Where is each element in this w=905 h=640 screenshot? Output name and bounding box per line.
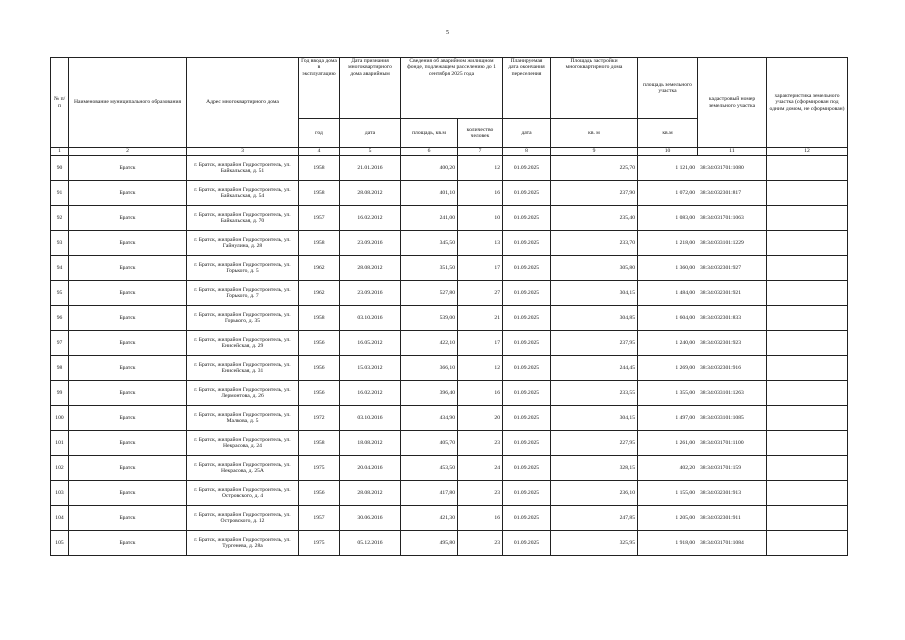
cell-building-area: 237,95 (551, 331, 638, 356)
cell-cadastral: 38:34:032301:923 (698, 331, 767, 356)
cell-no: 101 (51, 431, 69, 456)
cell-land-area: 1 261,00 (638, 431, 698, 456)
table-row (51, 406, 848, 431)
cell-date-emergency: 28.08.2012 (340, 181, 401, 206)
cell-no: 90 (51, 156, 69, 181)
cell-date-emergency: 20.04.2016 (340, 456, 401, 481)
cell-building-area: 325,95 (551, 531, 638, 556)
subheader-area: площадь, кв.м (401, 119, 458, 148)
cell-no: 91 (51, 181, 69, 206)
cell-cadastral: 38:34:032301:911 (698, 506, 767, 531)
cell-land-area: 1 484,00 (638, 281, 698, 306)
cell-planned-date: 01.09.2025 (503, 206, 551, 231)
cell-no: 103 (51, 481, 69, 506)
cell-land-area: 1 355,00 (638, 381, 698, 406)
cell-building-area: 237,90 (551, 181, 638, 206)
subheader-planned-date: дата (503, 119, 551, 148)
cell-area: 453,50 (401, 456, 458, 481)
cell-address: г. Братск, жилрайон Гидростроитель, ул. Малкова, д. 5 (187, 406, 299, 431)
cell-municipality: Братск (69, 331, 187, 356)
cell-year: 1958 (299, 306, 340, 331)
column-number: 4 (299, 148, 340, 156)
cell-people: 12 (458, 156, 503, 181)
cell-building-area: 233,70 (551, 231, 638, 256)
cell-municipality: Братск (69, 431, 187, 456)
cell-year: 1975 (299, 456, 340, 481)
cell-area: 434,90 (401, 406, 458, 431)
cell-people: 23 (458, 431, 503, 456)
cell-people: 24 (458, 456, 503, 481)
cell-date-emergency: 16.02.2012 (340, 206, 401, 231)
cell-no: 105 (51, 531, 69, 556)
cell-people: 27 (458, 281, 503, 306)
cell-cadastral: 38:34:031701:1063 (698, 206, 767, 231)
cell-date-emergency: 23.09.2016 (340, 281, 401, 306)
column-number: 1 (51, 148, 69, 156)
cell-planned-date: 01.09.2025 (503, 256, 551, 281)
cell-building-area: 233,55 (551, 381, 638, 406)
cell-address: г. Братск, жилрайон Гидростроитель, ул. Енисейская, д. 31 (187, 356, 299, 381)
cell-people: 21 (458, 306, 503, 331)
cell-people: 12 (458, 356, 503, 381)
cell-land-area: 1 604,00 (638, 306, 698, 331)
page-number: 5 (446, 30, 449, 36)
header-address: Адрес многоквартирного дома (187, 58, 299, 148)
subheader-date: дата (340, 119, 401, 148)
cell-no: 96 (51, 306, 69, 331)
cell-year: 1958 (299, 431, 340, 456)
cell-land-area: 1 205,00 (638, 506, 698, 531)
cell-people: 23 (458, 481, 503, 506)
cell-no: 98 (51, 356, 69, 381)
cell-people: 16 (458, 506, 503, 531)
cell-cadastral: 38:34:033101:1085 (698, 406, 767, 431)
cell-year: 1957 (299, 206, 340, 231)
cell-municipality: Братск (69, 281, 187, 306)
cell-land-area: 1 155,00 (638, 481, 698, 506)
cell-planned-date: 01.09.2025 (503, 181, 551, 206)
cell-land-area: 1 218,00 (638, 231, 698, 256)
cell-municipality: Братск (69, 206, 187, 231)
cell-land-area: 1 083,00 (638, 206, 698, 231)
cell-building-area: 244,45 (551, 356, 638, 381)
column-number: 6 (401, 148, 458, 156)
cell-planned-date: 01.09.2025 (503, 331, 551, 356)
cell-land-area: 1 269,00 (638, 356, 698, 381)
cell-building-area: 305,80 (551, 256, 638, 281)
header-planned-date: Планируемая дата окончания переселения (503, 58, 551, 119)
cell-area: 351,50 (401, 256, 458, 281)
cell-planned-date: 01.09.2025 (503, 231, 551, 256)
cell-land-characteristic (767, 306, 848, 331)
cell-no: 94 (51, 256, 69, 281)
cell-area: 345,50 (401, 231, 458, 256)
cell-no: 95 (51, 281, 69, 306)
header-year-commissioned: Год ввода дома в эксплуатацию (299, 58, 340, 119)
table-row (51, 206, 848, 231)
column-number: 5 (340, 148, 401, 156)
cell-municipality: Братск (69, 531, 187, 556)
cell-people: 17 (458, 256, 503, 281)
cell-land-characteristic (767, 256, 848, 281)
header-date-emergency: Дата признания многоквартирного дома аварийным (340, 58, 401, 119)
subheader-land-unit: кв.м (638, 119, 698, 148)
cell-area: 422,10 (401, 331, 458, 356)
cell-cadastral: 38:34:033101:1229 (698, 231, 767, 256)
cell-address: г. Братск, жилрайон Гидростроитель, ул. Байкальская, д. 70 (187, 206, 299, 231)
cell-date-emergency: 03.10.2016 (340, 406, 401, 431)
cell-no: 99 (51, 381, 69, 406)
cell-municipality: Братск (69, 256, 187, 281)
cell-planned-date: 01.09.2025 (503, 281, 551, 306)
cell-land-characteristic (767, 231, 848, 256)
cell-cadastral: 38:34:032301:833 (698, 306, 767, 331)
cell-cadastral: 38:34:031701:159 (698, 456, 767, 481)
cell-land-characteristic (767, 381, 848, 406)
header-row (51, 58, 848, 119)
cell-date-emergency: 05.12.2016 (340, 531, 401, 556)
cell-land-characteristic (767, 206, 848, 231)
cell-address: г. Братск, жилрайон Гидростроитель, ул. Байкальская, д. 51 (187, 156, 299, 181)
cell-municipality: Братск (69, 306, 187, 331)
column-number: 2 (69, 148, 187, 156)
cell-date-emergency: 28.08.2012 (340, 481, 401, 506)
cell-planned-date: 01.09.2025 (503, 406, 551, 431)
column-number: 11 (698, 148, 767, 156)
subheader-building-unit: кв. м (551, 119, 638, 148)
table-row (51, 431, 848, 456)
table-row (51, 356, 848, 381)
table-row (51, 156, 848, 181)
cell-building-area: 247,85 (551, 506, 638, 531)
table-row (51, 456, 848, 481)
table-row (51, 281, 848, 306)
column-number: 9 (551, 148, 638, 156)
table-row (51, 481, 848, 506)
cell-area: 495,80 (401, 531, 458, 556)
cell-people: 20 (458, 406, 503, 431)
cell-people: 17 (458, 331, 503, 356)
cell-date-emergency: 28.08.2012 (340, 256, 401, 281)
cell-area: 417,80 (401, 481, 458, 506)
header-municipality: Наименование муниципального образования (69, 58, 187, 148)
table-row (51, 256, 848, 281)
cell-land-characteristic (767, 181, 848, 206)
column-number: 8 (503, 148, 551, 156)
cell-land-area: 402,20 (638, 456, 698, 481)
cell-planned-date: 01.09.2025 (503, 156, 551, 181)
cell-cadastral: 38:34:032301:817 (698, 181, 767, 206)
header-land-characteristic: характеристика земельного участка (сформирован под одним домом, не сформирован) (767, 58, 848, 148)
cell-land-area: 1 360,00 (638, 256, 698, 281)
cell-year: 1962 (299, 281, 340, 306)
cell-year: 1956 (299, 381, 340, 406)
cell-year: 1972 (299, 406, 340, 431)
cell-cadastral: 38:34:032301:913 (698, 481, 767, 506)
cell-date-emergency: 03.10.2016 (340, 306, 401, 331)
cell-planned-date: 01.09.2025 (503, 306, 551, 331)
cell-area: 527,80 (401, 281, 458, 306)
cell-cadastral: 38:34:033101:1263 (698, 381, 767, 406)
cell-municipality: Братск (69, 181, 187, 206)
cell-address: г. Братск, жилрайон Гидростроитель, ул. Некрасова, д. 24 (187, 431, 299, 456)
column-number: 3 (187, 148, 299, 156)
cell-no: 97 (51, 331, 69, 356)
cell-building-area: 235,40 (551, 206, 638, 231)
cell-address: г. Братск, жилрайон Гидростроитель, ул. Горького, д. 35 (187, 306, 299, 331)
cell-date-emergency: 21.01.2016 (340, 156, 401, 181)
cell-planned-date: 01.09.2025 (503, 431, 551, 456)
header-building-area: Площадь застройки многоквартирного дома (551, 58, 638, 119)
cell-people: 23 (458, 531, 503, 556)
cell-date-emergency: 30.06.2016 (340, 506, 401, 531)
table-row (51, 381, 848, 406)
cell-land-area: 1 240,00 (638, 331, 698, 356)
cell-date-emergency: 16.02.2012 (340, 381, 401, 406)
cell-planned-date: 01.09.2025 (503, 481, 551, 506)
table-row (51, 181, 848, 206)
cell-address: г. Братск, жилрайон Гидростроитель, ул. Лермонтова, д. 26 (187, 381, 299, 406)
cell-year: 1957 (299, 506, 340, 531)
cell-land-characteristic (767, 356, 848, 381)
cell-area: 401,10 (401, 181, 458, 206)
header-cadastral: кадастровый номер земельного участка (698, 58, 767, 148)
cell-address: г. Братск, жилрайон Гидростроитель, ул. Горького, д. 7 (187, 281, 299, 306)
column-number: 10 (638, 148, 698, 156)
cell-no: 102 (51, 456, 69, 481)
header-fund-info: Сведения об аварийном жилищном фонде, подлежащем расселению до 1 сентября 2025 года (401, 58, 503, 119)
cell-year: 1962 (299, 256, 340, 281)
cell-address: г. Братск, жилрайон Гидростроитель, ул. Байкальская, д. 54 (187, 181, 299, 206)
table-row (51, 231, 848, 256)
cell-address: г. Братск, жилрайон Гидростроитель, ул. Горького, д. 5 (187, 256, 299, 281)
cell-year: 1956 (299, 356, 340, 381)
cell-year: 1958 (299, 181, 340, 206)
cell-municipality: Братск (69, 456, 187, 481)
cell-land-characteristic (767, 531, 848, 556)
cell-planned-date: 01.09.2025 (503, 506, 551, 531)
column-number: 7 (458, 148, 503, 156)
table-row (51, 506, 848, 531)
cell-no: 104 (51, 506, 69, 531)
cell-land-area: 1 497,00 (638, 406, 698, 431)
cell-area: 366,10 (401, 356, 458, 381)
cell-address: г. Братск, жилрайон Гидростроитель, ул. Гайнулина, д. 28 (187, 231, 299, 256)
cell-land-characteristic (767, 156, 848, 181)
cell-land-characteristic (767, 331, 848, 356)
subheader-people: количество человек (458, 119, 503, 148)
cell-land-area: 1 918,00 (638, 531, 698, 556)
cell-no: 93 (51, 231, 69, 256)
cell-area: 405,70 (401, 431, 458, 456)
cell-building-area: 328,15 (551, 456, 638, 481)
cell-land-characteristic (767, 281, 848, 306)
cell-land-characteristic (767, 481, 848, 506)
cell-cadastral: 38:34:031701:1084 (698, 531, 767, 556)
header-no: № п/п (51, 58, 69, 148)
cell-planned-date: 01.09.2025 (503, 531, 551, 556)
table-row (51, 306, 848, 331)
cell-area: 241,00 (401, 206, 458, 231)
cell-planned-date: 01.09.2025 (503, 356, 551, 381)
cell-land-characteristic (767, 406, 848, 431)
cell-cadastral: 38:34:032301:916 (698, 356, 767, 381)
cell-people: 10 (458, 206, 503, 231)
cell-date-emergency: 15.03.2012 (340, 356, 401, 381)
cell-date-emergency: 18.08.2012 (340, 431, 401, 456)
cell-land-characteristic (767, 456, 848, 481)
cell-address: г. Братск, жилрайон Гидростроитель, ул. Енисейская, д. 29 (187, 331, 299, 356)
cell-date-emergency: 16.05.2012 (340, 331, 401, 356)
cell-area: 396,40 (401, 381, 458, 406)
cell-municipality: Братск (69, 481, 187, 506)
cell-municipality: Братск (69, 156, 187, 181)
cell-cadastral: 38:34:032301:921 (698, 281, 767, 306)
cell-year: 1958 (299, 156, 340, 181)
cell-people: 16 (458, 181, 503, 206)
cell-land-area: 1 072,00 (638, 181, 698, 206)
cell-municipality: Братск (69, 406, 187, 431)
cell-building-area: 227,95 (551, 431, 638, 456)
cell-area: 539,00 (401, 306, 458, 331)
cell-planned-date: 01.09.2025 (503, 381, 551, 406)
cell-municipality: Братск (69, 506, 187, 531)
cell-people: 13 (458, 231, 503, 256)
table-row (51, 531, 848, 556)
cell-land-area: 1 121,00 (638, 156, 698, 181)
emergency-housing-table (50, 57, 848, 556)
column-number-row (51, 148, 848, 156)
cell-cadastral: 38:34:031701:1080 (698, 156, 767, 181)
subheader-year: год (299, 119, 340, 148)
cell-year: 1975 (299, 531, 340, 556)
cell-no: 100 (51, 406, 69, 431)
table-row (51, 331, 848, 356)
cell-building-area: 304,15 (551, 281, 638, 306)
cell-address: г. Братск, жилрайон Гидростроитель, ул. Островского, д. 4 (187, 481, 299, 506)
table-body (51, 156, 848, 556)
cell-area: 400,20 (401, 156, 458, 181)
cell-address: г. Братск, жилрайон Гидростроитель, ул. Тургенева, д. 28а (187, 531, 299, 556)
header-land-area: площадь земельного участка (638, 58, 698, 119)
cell-date-emergency: 23.09.2016 (340, 231, 401, 256)
cell-planned-date: 01.09.2025 (503, 456, 551, 481)
cell-people: 16 (458, 381, 503, 406)
cell-land-characteristic (767, 431, 848, 456)
cell-cadastral: 38:34:032301:927 (698, 256, 767, 281)
cell-building-area: 304,15 (551, 406, 638, 431)
cell-building-area: 225,70 (551, 156, 638, 181)
cell-building-area: 236,10 (551, 481, 638, 506)
cell-land-characteristic (767, 506, 848, 531)
cell-cadastral: 38:34:031701:1100 (698, 431, 767, 456)
cell-year: 1956 (299, 481, 340, 506)
cell-address: г. Братск, жилрайон Гидростроитель, ул. Островского, д. 12 (187, 506, 299, 531)
cell-year: 1958 (299, 231, 340, 256)
cell-area: 421,30 (401, 506, 458, 531)
cell-building-area: 304,85 (551, 306, 638, 331)
cell-address: г. Братск, жилрайон Гидростроитель, ул. Некрасова, д. 25А (187, 456, 299, 481)
cell-municipality: Братск (69, 356, 187, 381)
cell-no: 92 (51, 206, 69, 231)
cell-year: 1956 (299, 331, 340, 356)
column-number: 12 (767, 148, 848, 156)
cell-municipality: Братск (69, 231, 187, 256)
cell-municipality: Братск (69, 381, 187, 406)
